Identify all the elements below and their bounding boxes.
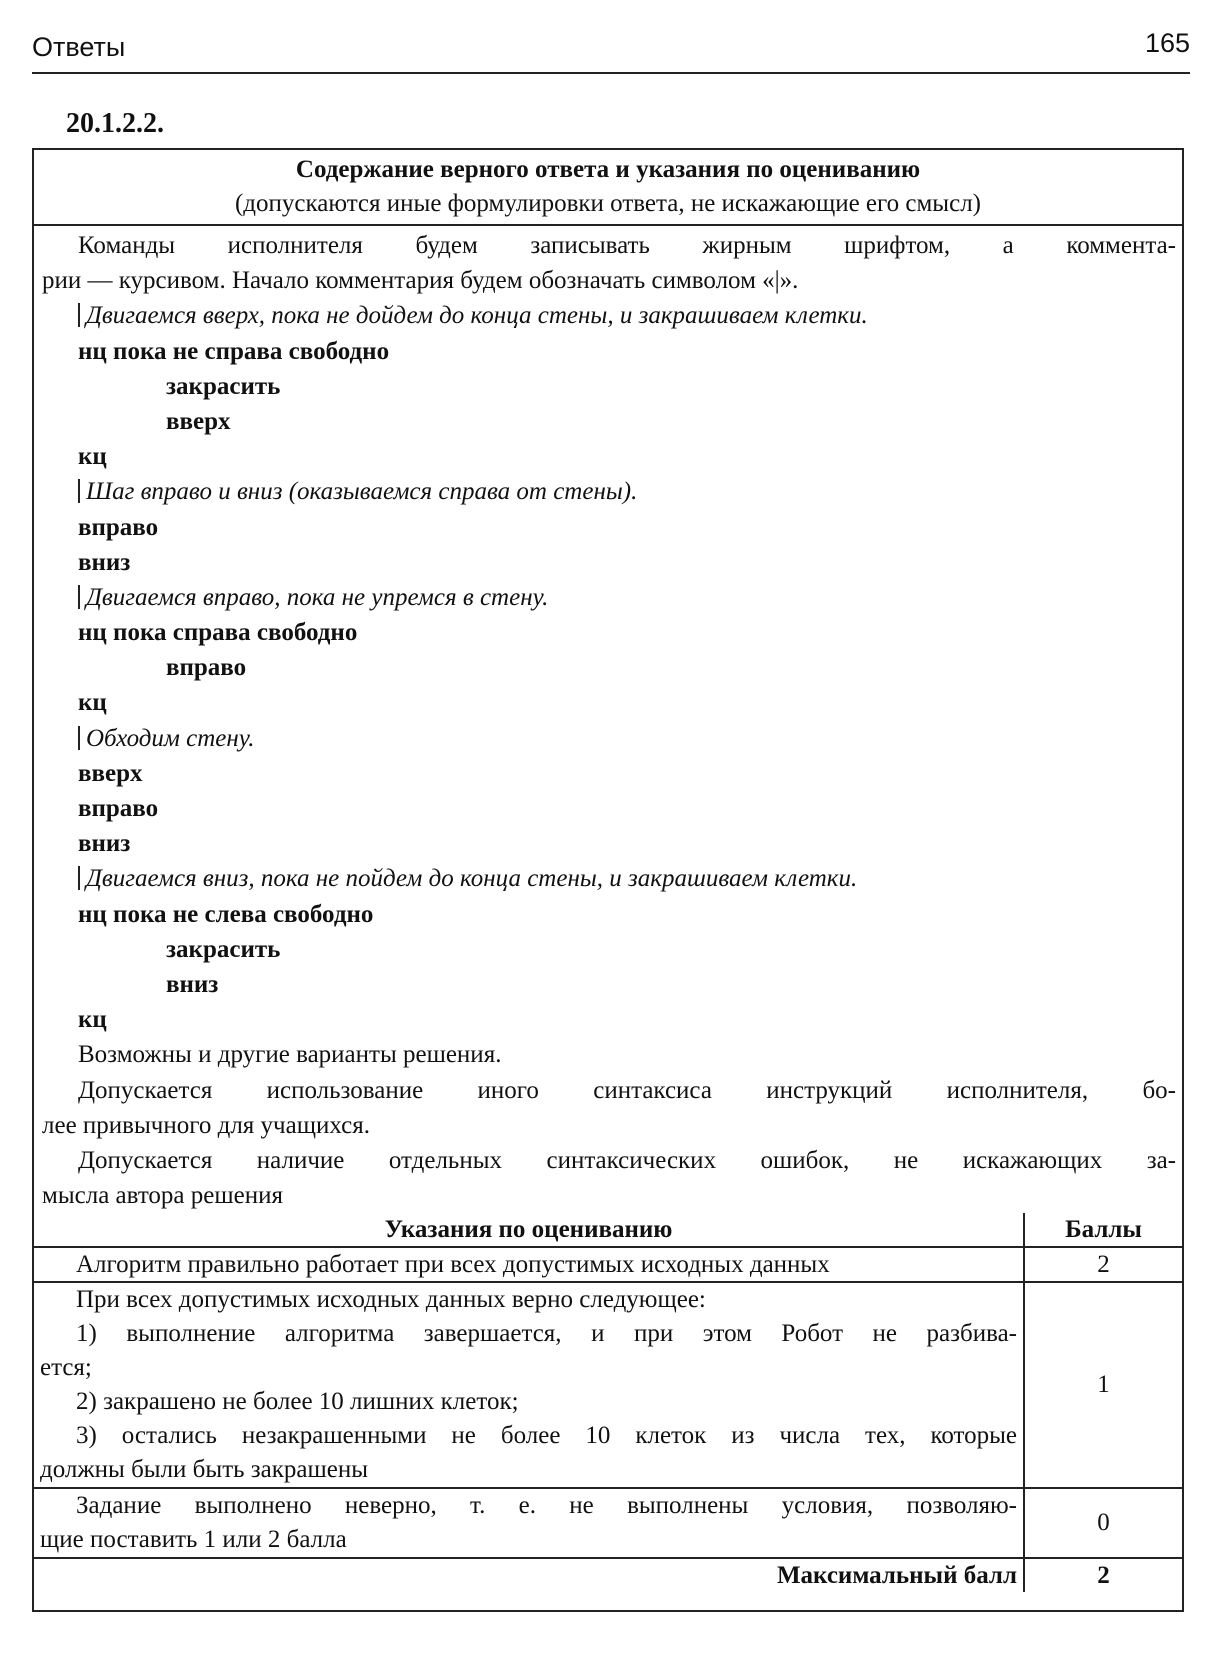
program-command: вверх xyxy=(166,407,231,435)
program-comment xyxy=(42,580,1176,615)
criterion-text: Алгоритм правильно работает при всех допустимых исходных данных xyxy=(34,1247,1024,1282)
criterion-points: 2 xyxy=(1024,1247,1182,1282)
running-head xyxy=(32,30,1190,74)
program-command: вниз xyxy=(166,970,219,998)
program-command: вправо xyxy=(78,795,159,822)
program-command: кц xyxy=(78,443,107,471)
program-comment-text: Обходим стену. xyxy=(86,724,255,752)
program-comment xyxy=(42,474,1176,509)
grading-table xyxy=(34,1213,1182,1592)
program-command: вниз xyxy=(78,830,131,858)
criteria-column-header: Указания по оцениванию xyxy=(34,1213,1024,1247)
criterion-text xyxy=(34,1488,1024,1558)
answer-header xyxy=(34,150,1182,226)
program-command: вправо xyxy=(78,513,159,541)
program-command: вниз xyxy=(78,548,131,576)
criterion-line: должны были быть закрашены xyxy=(40,1456,369,1483)
program-comment-text: Двигаемся вниз, пока не пойдем до конца стены, и закрашиваем клетки. xyxy=(86,865,858,893)
program-command: нц пока не слева свободно xyxy=(78,900,374,928)
criterion-points: 0 xyxy=(1024,1488,1182,1558)
max-score-value: 2 xyxy=(1024,1558,1182,1592)
program-command: вправо xyxy=(166,654,247,682)
table-row xyxy=(34,1558,1182,1592)
answer-header-title: Содержание верного ответа и указания по оцениванию xyxy=(295,156,921,183)
criterion-points: 1 xyxy=(1024,1282,1182,1488)
page-number: 165 xyxy=(1144,28,1190,58)
note-line: Возможны и другие варианты решения. xyxy=(78,1041,502,1069)
intro-line: Команды исполнителя будем записывать жирным шрифтом, а коммента- xyxy=(78,232,1176,259)
note-line: лее привычного для учащихся. xyxy=(42,1111,370,1139)
note-line: Допускается наличие отдельных синтаксических ошибок, не искажающих за- xyxy=(78,1146,1176,1174)
max-score-label: Максимальный балл xyxy=(34,1558,1024,1592)
criterion-line: Задание выполнено неверно, т. е. не выполнены условия, позволяю- xyxy=(76,1492,1017,1519)
comment-marker xyxy=(78,303,80,327)
program-command: нц пока справа свободно xyxy=(78,619,358,647)
program-comment-text: Шаг вправо и вниз (оказываемся справа от стены). xyxy=(86,478,638,506)
program-comment xyxy=(42,861,1176,896)
criterion-line: ется; xyxy=(40,1354,92,1381)
table-row xyxy=(34,1282,1182,1488)
task-number: 20.1.2.2. xyxy=(66,108,164,139)
points-column-header: Баллы xyxy=(1024,1213,1182,1247)
program-listing xyxy=(42,298,1176,1037)
note-line: Допускается использование иного синтаксиса инструкций исполнителя, бо- xyxy=(78,1076,1176,1104)
comment-marker xyxy=(78,726,80,750)
program-comment xyxy=(42,298,1176,333)
criterion-line: щие поставить 1 или 2 балла xyxy=(40,1526,347,1553)
program-command: вверх xyxy=(78,759,143,787)
program-command: закрасить xyxy=(166,935,281,963)
program-comment xyxy=(42,721,1176,756)
table-row xyxy=(34,1247,1182,1282)
table-row xyxy=(34,1488,1182,1558)
answer-header-subtitle: (допускаются иные формулировки ответа, не искажающие его смысл) xyxy=(234,190,982,217)
intro-line: рии — курсивом. Начало комментария будем обозначать символом «|». xyxy=(42,267,799,295)
program-comment-text: Двигаемся вправо, пока не упремся в стену. xyxy=(86,583,549,611)
section-title: Ответы xyxy=(32,32,126,62)
program-command: нц пока не справа свободно xyxy=(78,337,390,365)
comment-marker xyxy=(78,479,80,503)
answer-frame xyxy=(32,148,1184,1612)
comment-marker xyxy=(78,866,80,890)
criterion-line: 1) выполнение алгоритма завершается, и при этом Робот не разбива- xyxy=(76,1320,1017,1347)
table-row xyxy=(34,1213,1182,1247)
program-command: кц xyxy=(78,1006,107,1034)
criterion-line: При всех допустимых исходных данных верно следующее: xyxy=(76,1286,706,1313)
criterion-text xyxy=(34,1282,1024,1488)
criterion-line: 2) закрашено не более 10 лишних клеток; xyxy=(76,1388,519,1415)
program-comment-text: Двигаемся вверх, пока не дойдем до конца стены, и закрашиваем клетки. xyxy=(86,302,868,330)
criterion-line: 3) остались незакрашенными не более 10 клеток из числа тех, которые xyxy=(76,1422,1017,1449)
note-line: мысла автора решения xyxy=(42,1182,283,1210)
program-command: закрасить xyxy=(166,372,281,400)
answer-body xyxy=(42,228,1176,1213)
program-command: кц xyxy=(78,689,107,717)
comment-marker xyxy=(78,585,80,609)
